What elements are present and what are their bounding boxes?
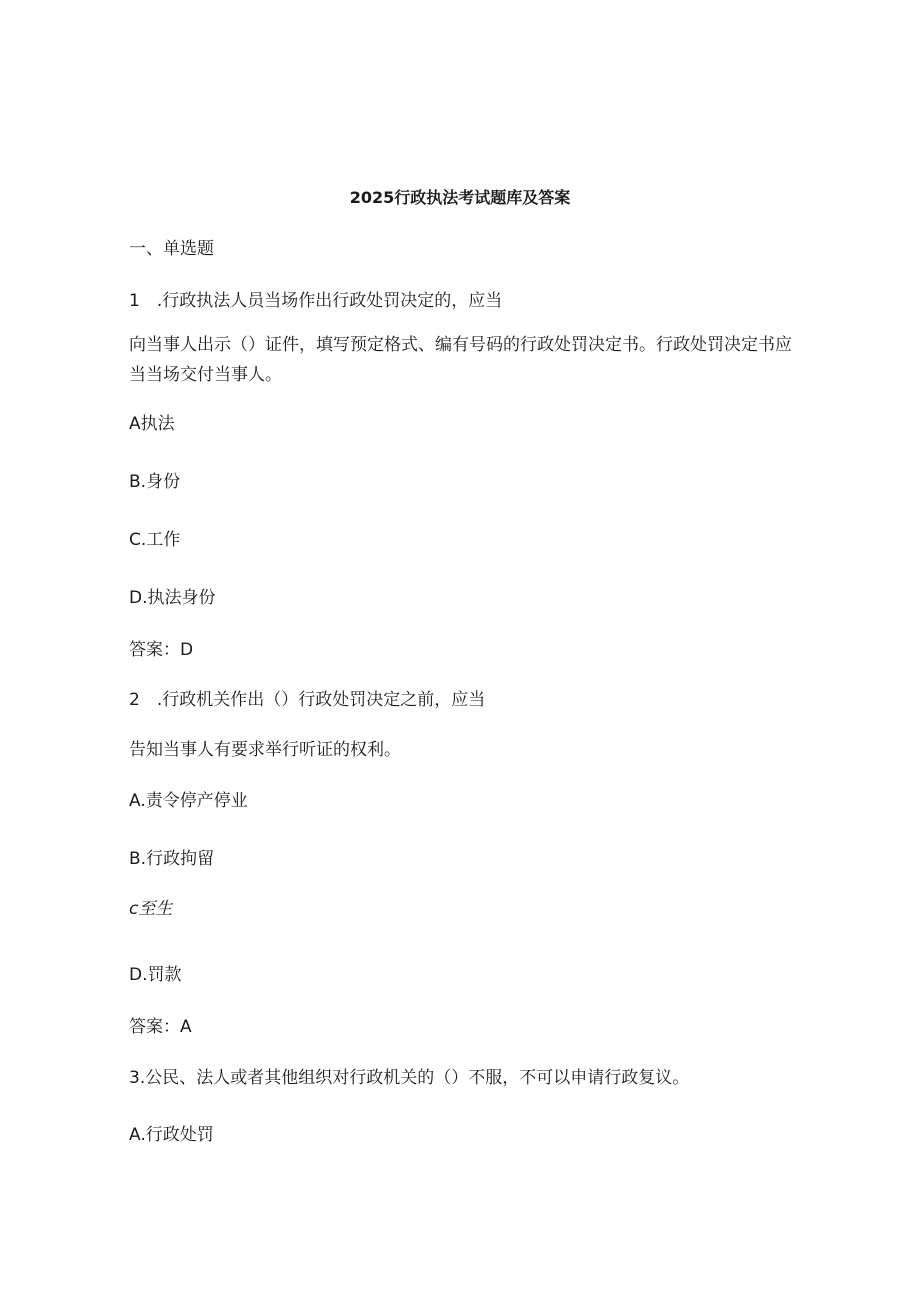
question-1-option-d: D.执法身份 [129,588,216,608]
question-1-option-b: B.身份 [129,472,181,492]
question-2-stem-line1: 2 .行政机关作出（）行政处罚决定之前，应当 [129,690,486,710]
document-title: 2025行政执法考试题库及答案 [349,188,571,207]
question-2-stem-line2: 告知当事人有要求举行听证的权利。 [129,740,401,760]
question-1-option-c: C.工作 [129,530,181,550]
section-heading: 一、单选题 [129,239,214,259]
question-3-stem-line1: 3.公民、法人或者其他组织对行政机关的（）不服，不可以申请行政复议。 [129,1068,690,1088]
question-2-option-c: c至生 [129,899,173,919]
question-2-option-d: D.罚款 [129,965,182,985]
question-1-stem-line1: 1 .行政执法人员当场作出行政处罚决定的，应当 [129,291,503,311]
question-2-option-a: A.责令停产停业 [129,791,248,811]
question-1-answer: 答案：D [129,640,194,660]
question-1-option-a: A执法 [129,414,175,434]
question-3-option-a: A.行政处罚 [129,1125,214,1145]
question-1-stem-line2: 向当事人出示（）证件，填写预定格式、编有号码的行政处罚决定书。行政处罚决定书应当当场交付当事人。 [129,335,792,385]
question-2-option-b: B.行政拘留 [129,849,215,869]
question-2-answer: 答案：A [129,1017,192,1037]
